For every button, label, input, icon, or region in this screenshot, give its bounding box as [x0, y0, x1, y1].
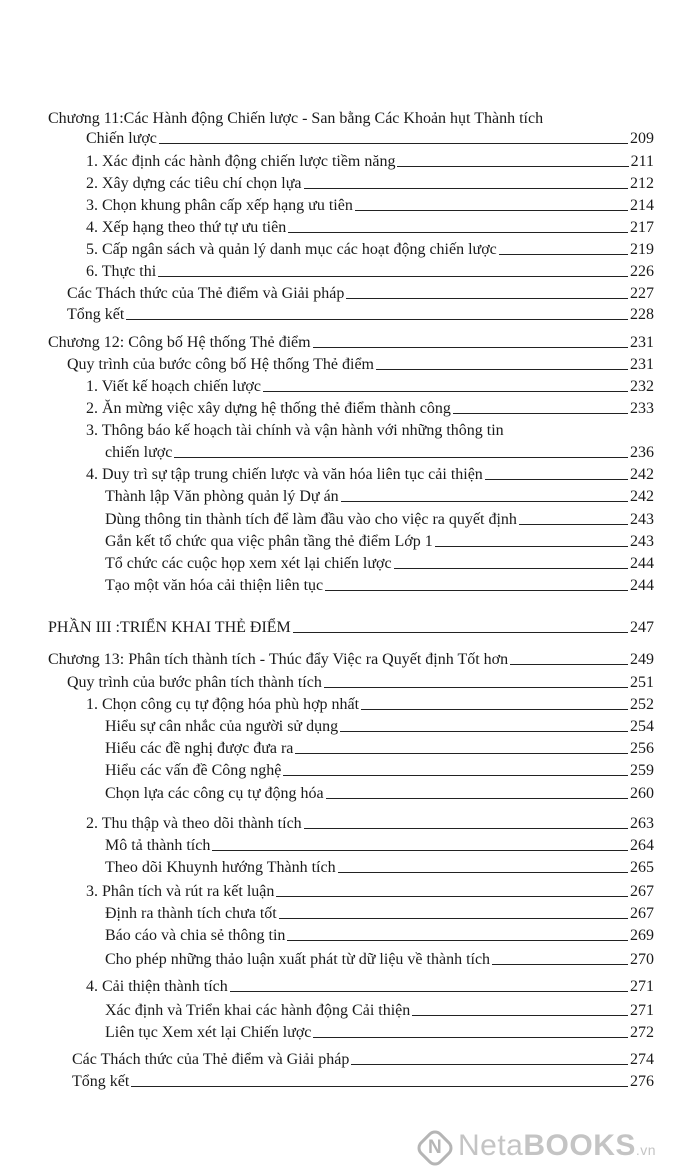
- toc-entry-title: Định ra thành tích chưa tốt: [105, 905, 277, 922]
- toc-entry-title: chiến lược: [105, 444, 173, 461]
- toc-leader-line: [126, 319, 628, 320]
- toc-leader-line: [293, 632, 628, 633]
- toc-entry-title: Mô tả thành tích: [105, 837, 211, 854]
- toc-entry-title: 2. Ăn mừng việc xây dựng hệ thống thẻ điểm thành công: [86, 400, 451, 417]
- toc-entry-title: Quy trình của bước công bố Hệ thống Thẻ điểm: [67, 356, 374, 373]
- toc-entry: [86, 879, 654, 901]
- toc-entry-title: 1. Xác định các hành động chiến lược tiềm năng: [86, 153, 396, 170]
- toc-entry-title: Quy trình của bước phân tích thành tích: [67, 674, 322, 691]
- toc-entry-title: Hiểu các vấn đề Công nghệ: [105, 762, 282, 779]
- toc-entry: [86, 171, 654, 193]
- toc-entry: [105, 714, 654, 736]
- toc-entry: [67, 352, 654, 374]
- toc-entry-title: 4. Cải thiện thành tích: [86, 978, 228, 995]
- toc-entry: [105, 1020, 654, 1042]
- toc-entry-heading-line: [86, 418, 504, 440]
- toc-leader-line: [324, 687, 628, 688]
- toc-entry: [105, 551, 654, 573]
- toc-entry: [86, 259, 654, 281]
- watermark-text: NetaBOOKS.vn: [458, 1129, 657, 1162]
- toc-entry-title: 1. Viết kế hoạch chiến lược: [86, 378, 261, 395]
- toc-entry: [105, 440, 654, 462]
- toc-leader-line: [326, 798, 628, 799]
- toc-page-number: 243: [630, 511, 654, 528]
- toc-leader-line: [485, 479, 628, 480]
- toc-entry-title: Chương 11:Các Hành động Chiến lược - San bằng Các Khoản hụt Thành tích: [48, 110, 544, 127]
- toc-entry-title: 2. Xây dựng các tiêu chí chọn lựa: [86, 175, 302, 192]
- toc-entry: [86, 149, 654, 171]
- toc-entry: [105, 947, 654, 969]
- toc-leader-line: [158, 276, 628, 277]
- toc-entry-title: Xác định và Triển khai các hành động Cải thiện: [105, 1002, 411, 1019]
- toc-page-number: 228: [630, 306, 654, 323]
- netabooks-watermark: [420, 1128, 690, 1168]
- toc-leader-line: [174, 457, 628, 458]
- toc-page-number: 267: [630, 905, 654, 922]
- toc-entry: [72, 1069, 654, 1091]
- toc-entry: [86, 692, 654, 714]
- toc-entry-title: 3. Chọn khung phân cấp xếp hạng ưu tiên: [86, 197, 353, 214]
- toc-leader-line: [212, 850, 628, 851]
- toc-entry-title: Dùng thông tin thành tích để làm đầu vào cho việc ra quyết định: [105, 511, 517, 528]
- toc-entry-title: 6. Thực thi: [86, 263, 157, 280]
- toc-leader-line: [519, 524, 628, 525]
- toc-page-number: 264: [630, 837, 654, 854]
- toc-page-number: 242: [630, 466, 654, 483]
- toc-page-number: 259: [630, 762, 654, 779]
- toc-entry: [105, 529, 654, 551]
- toc-page-number: 272: [630, 1024, 654, 1041]
- toc-entry: [105, 758, 654, 780]
- toc-entry-title: 3. Phân tích và rút ra kết luận: [86, 883, 275, 900]
- toc-page-number: 276: [630, 1073, 654, 1090]
- toc-page-number: 271: [630, 978, 654, 995]
- toc-page-number: 249: [630, 651, 654, 668]
- toc-page-number: 242: [630, 488, 654, 505]
- toc-entry: [86, 974, 654, 996]
- toc-page-number: 231: [630, 334, 654, 351]
- toc-entry: [86, 215, 654, 237]
- toc-entry: [48, 330, 654, 352]
- toc-entry-title: 4. Xếp hạng theo thứ tự ưu tiên: [86, 219, 287, 236]
- toc-entry-title: Gắn kết tổ chức qua việc phân tầng thẻ điểm Lớp 1: [105, 533, 433, 550]
- toc-leader-line: [341, 501, 628, 502]
- toc-entry: [72, 1047, 654, 1069]
- toc-entry-title: Chương 12: Công bố Hệ thống Thẻ điểm: [48, 334, 311, 351]
- toc-entry-title: 3. Thông báo kế hoạch tài chính và vận hành với những thông tin: [86, 422, 504, 439]
- toc-page-number: 209: [630, 130, 654, 147]
- toc-entry-title: Tổng kết: [72, 1073, 130, 1090]
- toc-entry-title: Theo dõi Khuynh hướng Thành tích: [105, 859, 336, 876]
- toc-leader-line: [338, 872, 628, 873]
- toc-leader-line: [510, 664, 628, 665]
- toc-entry: [67, 281, 654, 303]
- toc-entry-title: Liên tục Xem xét lại Chiến lược: [105, 1024, 312, 1041]
- toc-page-number: 243: [630, 533, 654, 550]
- toc-leader-line: [325, 590, 628, 591]
- toc-page-number: 251: [630, 674, 654, 691]
- toc-leader-line: [276, 896, 628, 897]
- toc-page-number: 269: [630, 927, 654, 944]
- toc-entry-title: Các Thách thức của Thẻ điểm và Giải pháp: [72, 1051, 350, 1068]
- toc-entry: [67, 302, 654, 324]
- toc-entry-title: Chọn lựa các công cụ tự động hóa: [105, 785, 324, 802]
- toc-entry: [105, 573, 654, 595]
- toc-entry: [86, 374, 654, 396]
- netabooks-logo-icon: N: [414, 1127, 456, 1169]
- toc-leader-line: [394, 568, 628, 569]
- toc-entry-title: Tổ chức các cuộc họp xem xét lại chiến lược: [105, 555, 392, 572]
- toc-leader-line: [159, 143, 628, 144]
- toc-entry-title: 1. Chọn công cụ tự động hóa phù hợp nhất: [86, 696, 360, 713]
- toc-leader-line: [313, 347, 628, 348]
- toc-entry-heading-line: [48, 106, 543, 128]
- toc-leader-line: [346, 298, 628, 299]
- toc-leader-line: [376, 369, 628, 370]
- toc-entry: [105, 855, 654, 877]
- toc-leader-line: [263, 391, 628, 392]
- toc-page-number: 270: [630, 951, 654, 968]
- toc-page-number: 274: [630, 1051, 654, 1068]
- toc-leader-line: [279, 918, 628, 919]
- toc-entry-title: 4. Duy trì sự tập trung chiến lược và văn hóa liên tục cải thiện: [86, 466, 483, 483]
- toc-entry: [105, 901, 654, 923]
- toc-page-number: 211: [630, 153, 654, 170]
- toc-entry-title: Cho phép những thảo luận xuất phát từ dữ liệu về thành tích: [105, 951, 491, 968]
- toc-page-number: 226: [630, 263, 654, 280]
- toc-leader-line: [499, 254, 628, 255]
- toc-entry-title: Báo cáo và chia sẻ thông tin: [105, 927, 286, 944]
- toc-leader-line: [131, 1086, 628, 1087]
- toc-entry-title: Chiến lược: [86, 130, 157, 147]
- toc-leader-line: [412, 1015, 628, 1016]
- toc-entry: [105, 833, 654, 855]
- toc-page-number: 214: [630, 197, 654, 214]
- toc-entry-title: 2. Thu thập và theo dõi thành tích: [86, 815, 302, 832]
- toc-page-number: 219: [630, 241, 654, 258]
- toc-entry: [105, 998, 654, 1020]
- toc-leader-line: [230, 991, 628, 992]
- toc-page-number: 212: [630, 175, 654, 192]
- toc-page-number: 263: [630, 815, 654, 832]
- toc-page-number: 236: [630, 444, 654, 461]
- toc-page-number: 267: [630, 883, 654, 900]
- toc-entry: [105, 507, 654, 529]
- toc-leader-line: [361, 709, 628, 710]
- toc-entry: [86, 811, 654, 833]
- toc-page-number: 252: [630, 696, 654, 713]
- toc-page-number: 244: [630, 555, 654, 572]
- toc-entry-title: Tổng kết: [67, 306, 125, 323]
- toc-leader-line: [304, 828, 628, 829]
- toc-entry: [67, 670, 654, 692]
- toc-entry: [86, 126, 654, 148]
- toc-entry-title: Chương 13: Phân tích thành tích - Thúc đẩy Việc ra Quyết định Tốt hơn: [48, 651, 509, 668]
- toc-entry: [86, 396, 654, 418]
- toc-page-number: 265: [630, 859, 654, 876]
- toc-page-number: 247: [630, 619, 654, 636]
- toc-leader-line: [453, 413, 628, 414]
- toc-leader-line: [313, 1037, 628, 1038]
- toc-entry: [48, 615, 654, 637]
- toc-page-number: 271: [630, 1002, 654, 1019]
- toc-page-number: 231: [630, 356, 654, 373]
- toc-entry: [105, 484, 654, 506]
- toc-entry: [105, 923, 654, 945]
- toc-leader-line: [355, 210, 628, 211]
- toc-leader-line: [283, 775, 628, 776]
- toc-entry-title: Các Thách thức của Thẻ điểm và Giải pháp: [67, 285, 345, 302]
- toc-page-number: 254: [630, 718, 654, 735]
- toc-leader-line: [288, 232, 628, 233]
- toc-leader-line: [340, 731, 628, 732]
- toc-entry-title: Tạo một văn hóa cải thiện liên tục: [105, 577, 324, 594]
- toc-entry-title: PHẦN III :TRIỂN KHAI THẺ ĐIỂM: [48, 619, 291, 636]
- toc-entry: [86, 462, 654, 484]
- toc-entry-title: Hiểu các đề nghị được đưa ra: [105, 740, 294, 757]
- toc-entry: [86, 193, 654, 215]
- toc-leader-line: [397, 166, 628, 167]
- toc-entry-title: 5. Cấp ngân sách và quản lý danh mục các hoạt động chiến lược: [86, 241, 497, 258]
- toc-entry: [105, 736, 654, 758]
- toc-page-number: 244: [630, 577, 654, 594]
- toc-entry: [48, 647, 654, 669]
- toc-page-number: 232: [630, 378, 654, 395]
- toc-entry: [86, 237, 654, 259]
- toc-page-number: 217: [630, 219, 654, 236]
- toc-leader-line: [295, 753, 628, 754]
- toc-page-number: 233: [630, 400, 654, 417]
- toc-entry-title: Hiểu sự cân nhắc của người sử dụng: [105, 718, 339, 735]
- toc-leader-line: [304, 188, 629, 189]
- toc-page-number: 260: [630, 785, 654, 802]
- toc-leader-line: [287, 940, 628, 941]
- toc-page-number: 227: [630, 285, 654, 302]
- toc-entry-title: Thành lập Văn phòng quản lý Dự án: [105, 488, 339, 505]
- toc-page-number: 256: [630, 740, 654, 757]
- toc-leader-line: [351, 1064, 628, 1065]
- toc-entry: [105, 781, 654, 803]
- toc-leader-line: [435, 546, 628, 547]
- toc-leader-line: [492, 964, 628, 965]
